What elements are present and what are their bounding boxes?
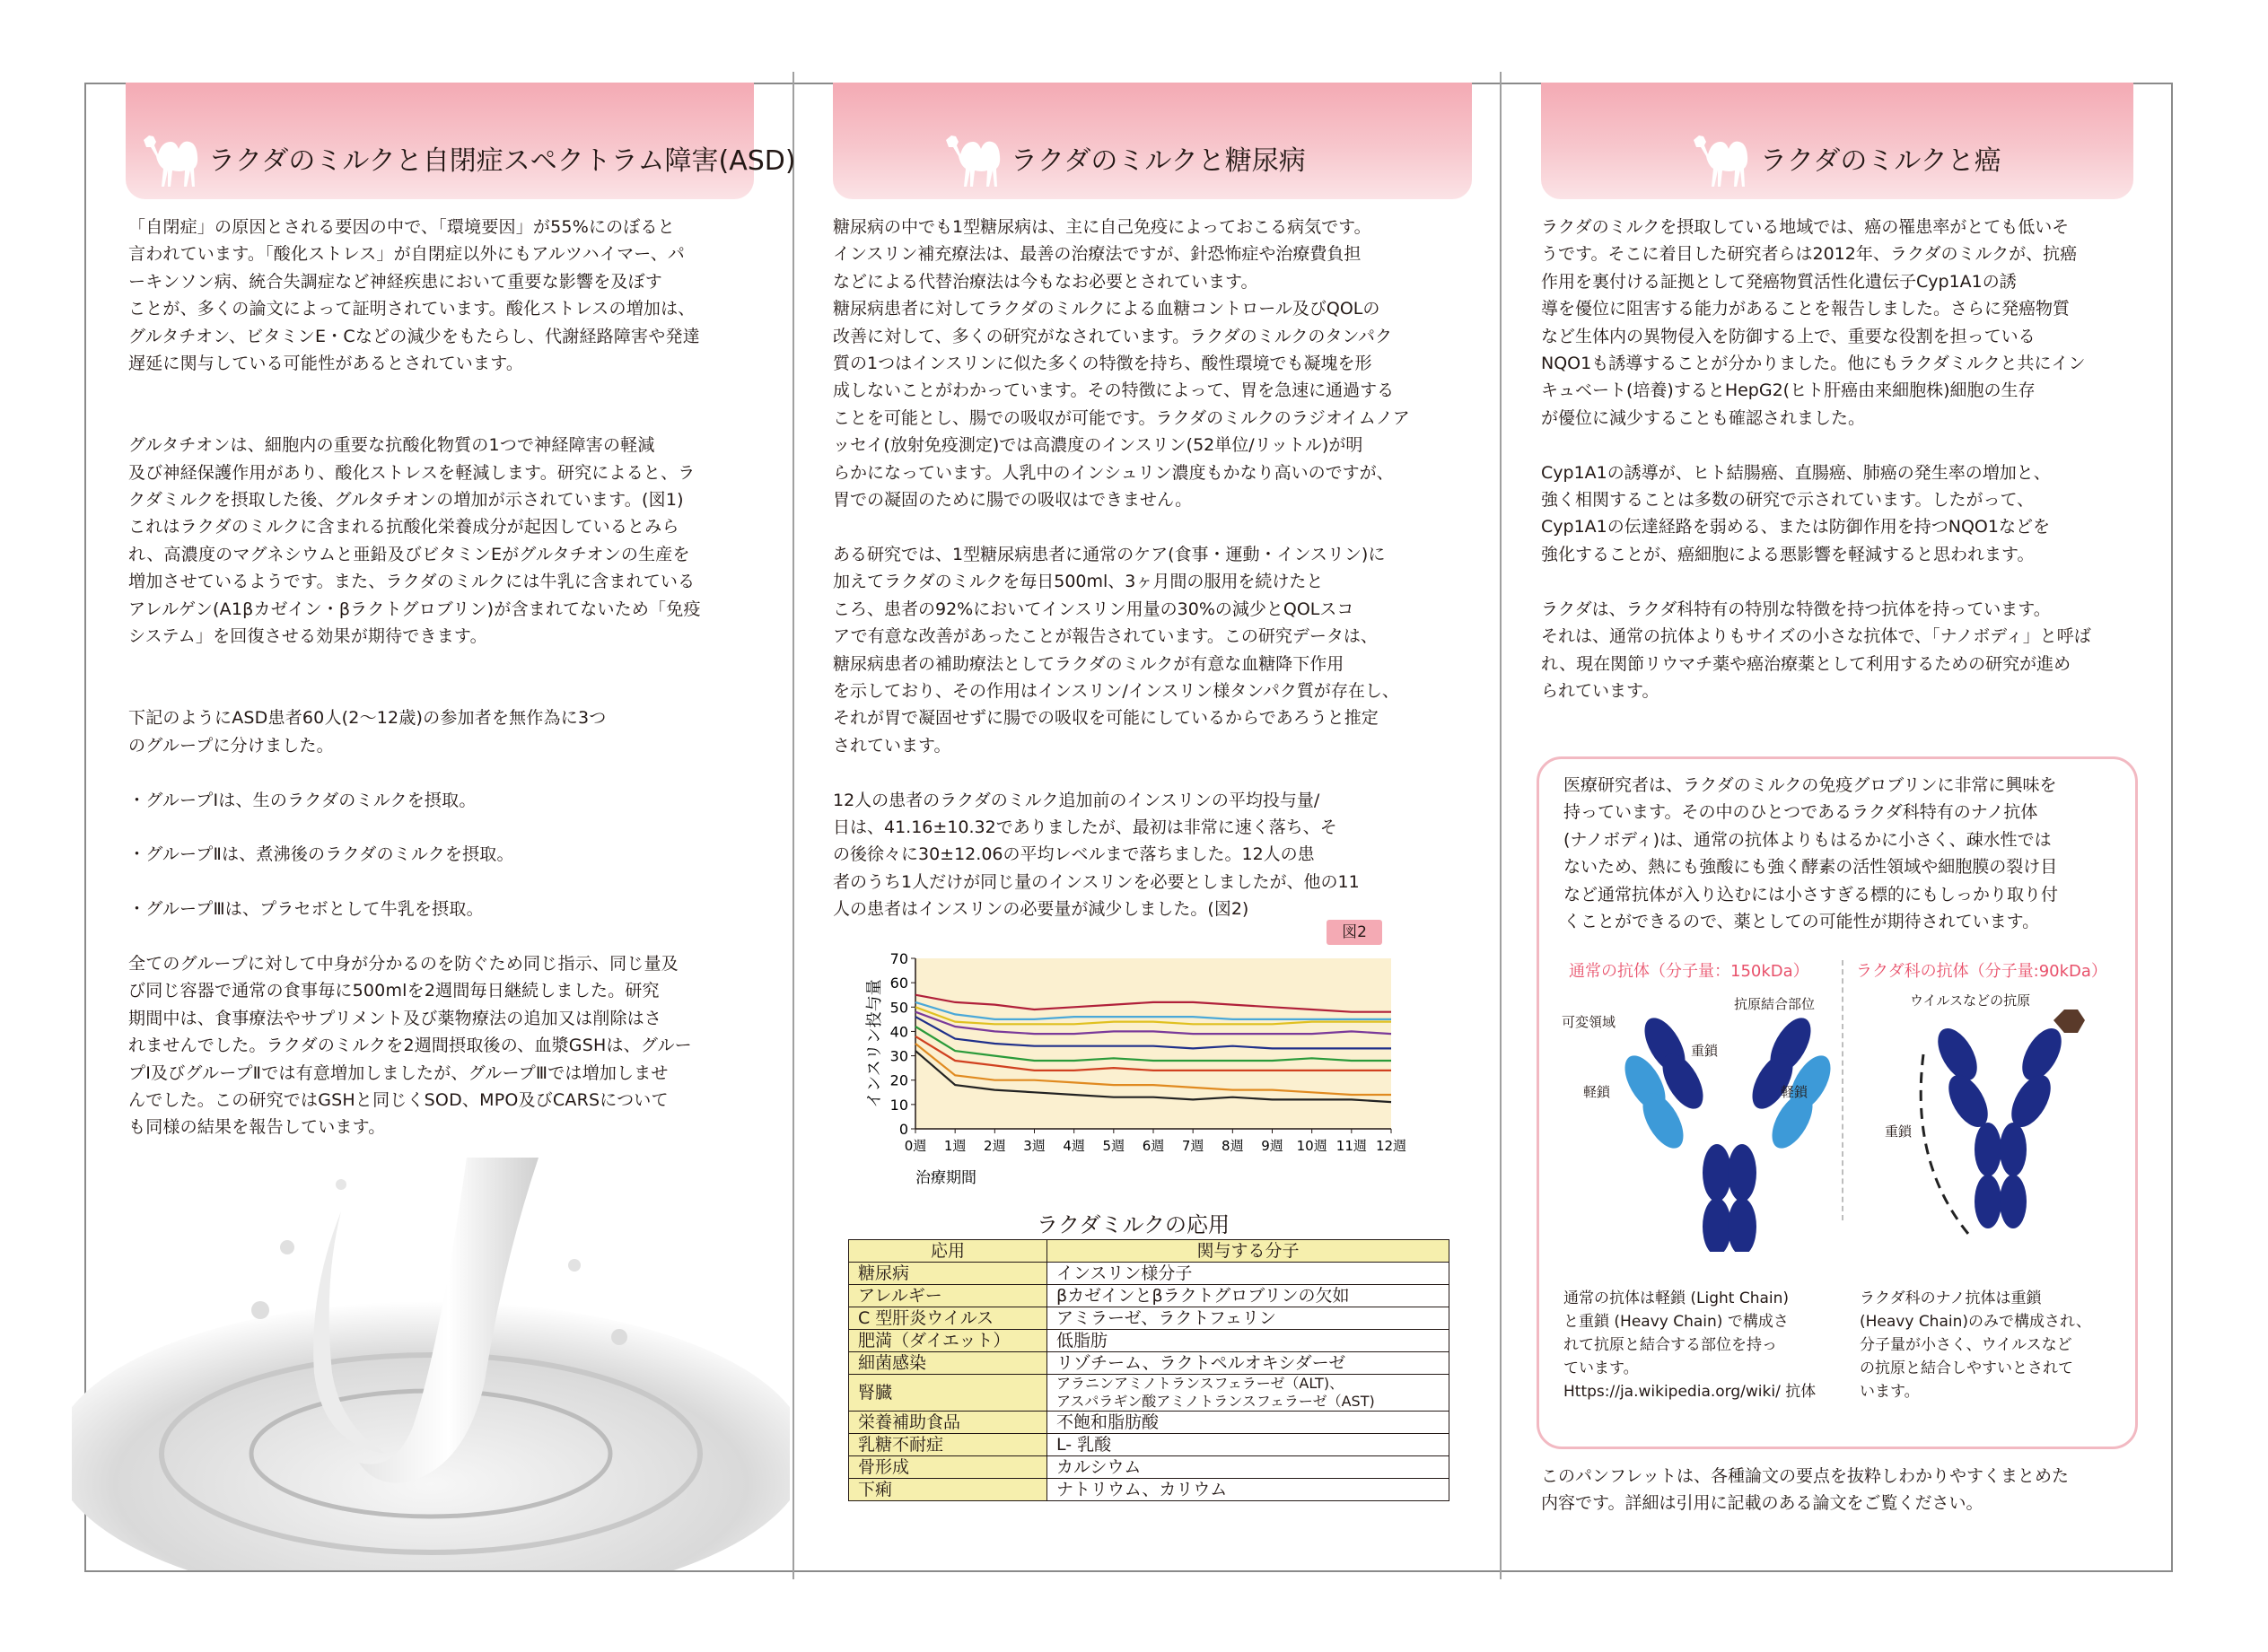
col2-lines-line: 加えてラクダのミルクを毎日500ml、3ヶ月間の服用を続けたと	[833, 572, 1324, 592]
col3-lines-line: 強化することが、癌細胞による悪影響を軽減すると思われます。	[1541, 544, 2035, 564]
col3-lines-line	[1541, 432, 2091, 459]
application-cell: 糖尿病	[849, 1263, 1047, 1285]
col2-lines-line: 糖尿病の中でも1型糖尿病は、主に自己免疫によっておこる病気です。	[833, 217, 1371, 237]
x-tick-label: 7週	[1181, 1138, 1204, 1154]
col3-right_caption-line: (Heavy Chain)のみで構成され、	[1860, 1313, 2092, 1331]
col1-lines-line: のグループに分けました。	[128, 735, 334, 756]
col2-lines-line: 成しないことがわかっています。その特徴によって、胃を急速に通過する	[833, 380, 1395, 401]
normal-antibody-icon	[1616, 1011, 1838, 1252]
col1-lines-line: 言われています。「酸化ストレス」が自閉症以外にもアルツハイマー、パ	[128, 244, 686, 265]
molecule-cell-line: アスパラギン酸アミノトランスフェラーゼ（AST)	[1056, 1393, 1375, 1410]
col3-lines-line: キュベート(培養)するとHepG2(ヒト肝癌由来細胞株)細胞の生存	[1541, 380, 2036, 401]
col1-lines-line: れませんでした。ラクダのミルクを2週間摂取後の、血漿GSHは、グルー	[128, 1036, 692, 1056]
col2-lines-line: インスリン補充療法は、最善の治療法ですが、針恐怖症や治療費負担	[833, 244, 1362, 265]
fold-line-2	[1500, 72, 1502, 1579]
x-tick-label: 6週	[1142, 1138, 1165, 1154]
col1-lines-line: んでした。この研究ではGSHと同じくSOD、MPO及びCARSについて	[128, 1090, 669, 1110]
col1-lines-line: ーキンソン病、統合失調症など神経疾患において重要な影響を及ぼす	[128, 271, 663, 292]
col1-lines-line: 及び神経保護作用があり、酸化ストレスを軽減します。研究によると、ラ	[128, 462, 696, 483]
y-tick-label: 70	[889, 950, 908, 967]
milk-splash-image	[72, 1158, 790, 1570]
y-tick-label: 0	[898, 1121, 908, 1138]
x-tick-label: 0週	[904, 1138, 927, 1154]
col3-box_lines-line: (ナノボディ)は、通常の抗体よりもはるかに小さく、疎水性では	[1563, 829, 2052, 850]
col3-body	[1541, 214, 2091, 704]
y-tick-label: 60	[889, 975, 908, 992]
col3-left_caption-line: ています。	[1563, 1359, 1639, 1377]
col2-lines-line: 質の1つはインスリンに似た多くの特徴を持ち、酸性環境でも凝塊を形	[833, 354, 1372, 374]
col1-lines-line: グルタチオンは、細胞内の重要な抗酸化物質の1つで神経障害の軽減	[128, 435, 655, 456]
col1-lines-line: プⅠ及びグループⅡでは有意増加しましたが、グループⅢでは増加しませ	[128, 1062, 669, 1083]
application-cell: 細菌感染	[849, 1352, 1047, 1375]
col2-lines-line	[833, 759, 1410, 786]
y-tick-label: 20	[889, 1071, 908, 1089]
col2-lines-line: 糖尿病患者の補助療法としてラクダのミルクが有意な血糖降下作用	[833, 653, 1344, 674]
y-tick-label: 30	[889, 1047, 908, 1065]
table-row	[849, 1307, 1449, 1330]
col2-lines-line	[833, 513, 1410, 540]
col3-lines-line: Cyp1A1の誘導が、ヒト結腸癌、直腸癌、肺癌の発生率の増加と、	[1541, 462, 2051, 483]
label-light-chain-right: 軽鎖	[1781, 1084, 1808, 1100]
col1-lines-line: 増加させているようです。また、ラクダのミルクには牛乳に含まれている	[128, 572, 696, 592]
application-cell: 栄養補助食品	[849, 1412, 1047, 1434]
col1-lines-line: これはラクダのミルクに含まれる抗酸化栄養成分が起因しているとみら	[128, 517, 679, 538]
col3-left_caption-line: Https://ja.wikipedia.org/wiki/ 抗体	[1563, 1383, 1817, 1401]
molecule-cell: インスリン様分子	[1047, 1263, 1449, 1285]
col1-lines-line: 「自閉症」の原因とされる要因の中で、「環境要因」が55%にのぼると	[128, 217, 675, 237]
col1-lines-line: システム」を回復させる効果が期待できます。	[128, 626, 487, 647]
col3-lines-line: うです。そこに着目した研究者らは2012年、ラクダのミルクが、抗癌	[1541, 244, 2078, 265]
col3-lines-line: など生体内の異物侵入を防御する上で、重要な役割を担っている	[1541, 326, 2036, 346]
x-tick-label: 2週	[984, 1138, 1006, 1154]
col1-lines-line	[128, 405, 701, 432]
col2-lines-line: の後徐々に30±12.06の平均レベルまで落ちました。12人の患	[833, 844, 1315, 865]
pamphlet-footer-note	[1541, 1463, 2069, 1517]
molecule-cell	[1047, 1375, 1449, 1412]
col1-lines-line	[128, 651, 701, 677]
col3-left_caption-line: と重鎖 (Heavy Chain) で構成さ	[1563, 1313, 1789, 1331]
table-header-cell: 関与する分子	[1047, 1240, 1449, 1263]
table-row	[849, 1285, 1449, 1307]
col1-lines-line: ・グループⅡは、煮沸後のラクダのミルクを摂取。	[128, 844, 514, 865]
col1-lines-line: ・グループⅢは、プラセボとして牛乳を摂取。	[128, 899, 484, 920]
x-tick-label: 4週	[1063, 1138, 1085, 1154]
col3-lines-line: れ、現在関節リウマチ薬や癌治療薬として利用するための研究が進め	[1541, 653, 2071, 674]
col1-lines-line	[128, 814, 701, 841]
col1-lines-line: 下記のようにASD患者60人(2〜12歳)の参加者を無作為に3つ	[128, 708, 607, 729]
col3-lines-line: られています。	[1541, 680, 1659, 701]
col1-lines-line: ことが、多くの論文によって証明されています。酸化ストレスの増加は、	[128, 299, 696, 319]
table-row	[849, 1330, 1449, 1352]
col2-lines-line: 日は、41.16±10.32でありましたが、最初は非常に速く落ち、そ	[833, 817, 1337, 837]
application-cell: 肥満（ダイエット）	[849, 1330, 1047, 1352]
camel-icon	[939, 120, 1011, 192]
table-row	[849, 1412, 1449, 1434]
molecule-cell-line: アラニンアミノトランスフェラーゼ（ALT)、	[1056, 1375, 1344, 1392]
fold-line-1	[792, 72, 794, 1579]
table-row	[849, 1352, 1449, 1375]
col1-lines-line: クダミルクを摂取した後、グルタチオンの増加が示されています。(図1)	[128, 490, 684, 511]
col3-lines-line: ラクダは、ラクダ科特有の特別な特徴を持つ抗体を持っています。	[1541, 599, 2051, 619]
table-row	[849, 1263, 1449, 1285]
table-header-cell: 応用	[849, 1240, 1047, 1263]
col3-box_lines-line: くことができるので、薬としての可能性が期待されています。	[1563, 912, 2040, 932]
application-cell: アレルギー	[849, 1285, 1047, 1307]
col3-left_caption-line: れて抗原と結合する部位を持っ	[1563, 1336, 1777, 1354]
y-tick-label: 10	[889, 1096, 908, 1114]
col3-lines-line: 導を優位に阻害する能力があることを報告しました。さらに発癌物質	[1541, 299, 2071, 319]
camel-icon	[1686, 120, 1758, 192]
col3-lines-line: ラクダのミルクを摂取している地域では、癌の罹患率がとても低いそ	[1541, 217, 2070, 237]
figure-2-label: 図2	[1327, 920, 1382, 945]
molecule-cell: L- 乳酸	[1047, 1434, 1449, 1456]
col1-title: ラクダのミルクと自閉症スペクトラム障害(ASD)	[208, 145, 796, 177]
col3-footer_lines-line: このパンフレットは、各種論文の要点を抜粋しわかりやすくまとめた	[1541, 1466, 2070, 1486]
col1-lines-line	[128, 869, 701, 896]
col3-left_caption-line: 通常の抗体は軽鎖 (Light Chain)	[1563, 1289, 1790, 1307]
application-cell: 骨形成	[849, 1456, 1047, 1479]
col1-body	[128, 214, 701, 1141]
molecule-cell: リゾチーム、ラクトペルオキシダーゼ	[1047, 1352, 1449, 1375]
col2-lines-line: アで有意な改善があったことが報告されています。この研究データは、	[833, 626, 1378, 647]
col2-lines-line: らかになっています。人乳中のインシュリン濃度もかなり高いのですが、	[833, 462, 1394, 483]
col3-lines-line	[1541, 568, 2091, 595]
col1-lines-line: び同じ容器で通常の食事毎に500mlを2週間毎日継続しました。研究	[128, 981, 660, 1001]
antibody-diagram	[1539, 983, 2136, 1252]
col1-lines-line: れ、高濃度のマグネシウムと亜鉛及びビタミンEがグルタチオンの生産を	[128, 544, 690, 564]
col2-lines-line: を示しており、その作用はインスリン/インスリン様タンパク質が存在し、	[833, 680, 1399, 701]
col1-banner	[126, 83, 796, 199]
col1-lines-line: グルタチオン、ビタミンE・Cなどの減少をもたらし、代謝経路障害や発達	[128, 326, 700, 346]
col2-lines-line: ある研究では、1型糖尿病患者に通常のケア(食事・運動・インスリン)に	[833, 544, 1386, 564]
col3-lines-line: NQO1も誘導することが分かりました。他にもラクダミルクと共にイン	[1541, 354, 2086, 374]
molecule-cell: カルシウム	[1047, 1456, 1449, 1479]
col1-lines-line: ・グループⅠは、生のラクダのミルクを摂取。	[128, 790, 477, 810]
col2-lines-line: 者のうち1人だけが同じ量のインスリンを必要としましたが、他の11	[833, 871, 1360, 892]
col2-lines-line: 改善に対して、多くの研究がなされています。ラクダのミルクのタンパク	[833, 326, 1393, 346]
col3-box_lines-line: など通常抗体が入り込むには小さすぎる標的にもしっかり取り付	[1563, 884, 2059, 905]
col3-box_lines-line: 持っています。その中のひとつであるラクダ科特有のナノ抗体	[1563, 802, 2038, 823]
camelid-antibody-icon	[1921, 1010, 2085, 1234]
col3-lines-line: 強く相関することは多数の研究で示されています。したがって、	[1541, 490, 2035, 511]
application-cell: C 型肝炎ウイルス	[849, 1307, 1047, 1330]
x-tick-label: 1週	[943, 1138, 967, 1154]
col3-footer_lines-line: 内容です。詳細は引用に記載のある論文をご覧ください。	[1541, 1493, 1983, 1514]
x-tick-label: 3週	[1023, 1138, 1046, 1154]
normal-antibody-heading: 通常の抗体（分子量：150kDa）	[1569, 962, 1809, 981]
application-table-title: ラクダミルクの応用	[1037, 1212, 1230, 1237]
col1-lines-line	[128, 923, 701, 950]
col3-banner	[1541, 83, 2133, 199]
col2-lines-line: ッセイ(放射免疫測定)では高濃度のインスリン(52単位/リットル)が明	[833, 435, 1363, 456]
x-tick-label: 10週	[1296, 1138, 1327, 1154]
label-antigen: ウイルスなどの抗原	[1910, 992, 2031, 1009]
molecule-cell: 不飽和脂肪酸	[1047, 1412, 1449, 1434]
col2-lines-line: それが胃で凝固せずに腸での吸収を可能にしているからであろうと推定	[833, 708, 1379, 729]
col1-lines-line	[128, 377, 701, 404]
molecule-cell: ナトリウム、カリウム	[1047, 1479, 1449, 1501]
application-cell: 乳糖不耐症	[849, 1434, 1047, 1456]
col2-lines-line: 人の患者はインスリンの必要量が減少しました。(図2)	[833, 899, 1249, 920]
label-heavy-chain-camelid: 重鎖	[1885, 1123, 1913, 1140]
col2-lines-line: されています。	[833, 735, 951, 756]
camelid-antibody-caption	[1860, 1287, 2091, 1403]
col3-box_lines-line: 医療研究者は、ラクダのミルクの免疫グロブリンに非常に興味を	[1563, 775, 2057, 795]
col1-lines-line	[128, 759, 701, 786]
x-axis-label: 治療期間	[915, 1169, 976, 1187]
x-tick-label: 11週	[1335, 1138, 1367, 1154]
y-tick-label: 40	[889, 1023, 908, 1041]
col3-right_caption-line: 分子量が小さく、ウイルスなど	[1860, 1336, 2072, 1354]
col2-body	[833, 214, 1410, 923]
col3-right_caption-line: います。	[1860, 1383, 1920, 1401]
col3-right_caption-line: ラクダ科のナノ抗体は重鎖	[1860, 1289, 2042, 1307]
table-row	[849, 1456, 1449, 1479]
molecule-cell: アミラーゼ、ラクトフェリン	[1047, 1307, 1449, 1330]
camel-icon	[136, 120, 208, 192]
col1-lines-line	[128, 677, 701, 704]
col2-lines-line: 糖尿病患者に対してラクダのミルクによる血糖コントロール及びQOLの	[833, 299, 1380, 319]
col1-lines-line: アレルゲン(A1βカゼイン・βラクトグロブリン)が含まれてないため「免疫	[128, 599, 701, 619]
col1-lines-line: 遅延に関与している可能性があるとされています。	[128, 354, 524, 374]
col2-lines-line: などによる代替治療法は今もなお必要とされています。	[833, 271, 1258, 292]
col3-lines-line: それは、通常の抗体よりもサイズの小さな抗体で、「ナノボディ」と呼ば	[1541, 626, 2091, 647]
application-table	[848, 1239, 1449, 1501]
x-tick-label: 9週	[1261, 1138, 1283, 1154]
col1-lines-line: も同様の結果を報告しています。	[128, 1117, 386, 1138]
x-tick-label: 8週	[1222, 1138, 1244, 1154]
col2-lines-line: ことを可能とし、腸での吸収が可能です。ラクダのミルクのラジオイムノア	[833, 407, 1410, 428]
nanobody-box-text	[1563, 772, 2058, 935]
col2-lines-line: ころ、患者の92%においてインスリン用量の30%の減少とQOLスコ	[833, 599, 1354, 619]
application-cell: 下痢	[849, 1479, 1047, 1501]
table-row	[849, 1375, 1449, 1412]
label-heavy-chain-normal: 重鎖	[1691, 1043, 1719, 1059]
col2-lines-line: 12人の患者のラクダのミルク追加前のインスリンの平均投与量/	[833, 790, 1320, 810]
y-tick-label: 50	[889, 999, 908, 1017]
label-light-chain-left: 軽鎖	[1583, 1084, 1611, 1100]
molecule-cell: βカゼインとβラクトグロブリンの欠如	[1047, 1285, 1449, 1307]
col3-lines-line: 作用を裏付ける証拠として発癌物質活性化遺伝子Cyp1A1の誘	[1541, 271, 2017, 292]
col3-lines-line: が優位に減少することも確認されました。	[1541, 407, 1866, 428]
application-cell: 腎臓	[849, 1375, 1047, 1412]
col2-lines-line: 胃での凝固のために腸での吸収はできません。	[833, 490, 1193, 511]
y-axis-label: インスリン投与量	[865, 979, 884, 1108]
col3-box_lines-line: ないため、熱にも強酸にも強く酵素の活性領域や細胞膜の裂け目	[1563, 857, 2058, 878]
col1-lines-line: 全てのグループに対して中身が分かるのを防ぐため同じ指示、同じ量及	[128, 953, 679, 974]
molecule-cell: 低脂肪	[1047, 1330, 1449, 1352]
x-tick-label: 5週	[1102, 1138, 1125, 1154]
col3-title: ラクダのミルクと癌	[1760, 145, 2001, 177]
col1-lines-line: 期間中は、食事療法やサプリメント及び薬物療法の追加又は削除はさ	[128, 1008, 662, 1028]
label-antigen-binding-site: 抗原結合部位	[1734, 996, 1816, 1012]
col3-lines-line: Cyp1A1の伝達経路を弱める、または防御作用を持つNQO1などを	[1541, 517, 2050, 538]
col2-banner	[833, 83, 1472, 199]
table-row	[849, 1479, 1449, 1501]
camelid-antibody-heading: ラクダ科の抗体（分子量:90kDa）	[1856, 962, 2107, 981]
x-tick-label: 12週	[1375, 1138, 1407, 1154]
table-row	[849, 1434, 1449, 1456]
col2-title: ラクダのミルクと糖尿病	[1011, 145, 1306, 177]
insulin-dose-line-chart	[853, 942, 1427, 1211]
label-variable-region: 可変領域	[1562, 1014, 1616, 1030]
col3-right_caption-line: の抗原と結合しやすいとされて	[1860, 1359, 2073, 1377]
normal-antibody-caption	[1563, 1287, 1816, 1403]
